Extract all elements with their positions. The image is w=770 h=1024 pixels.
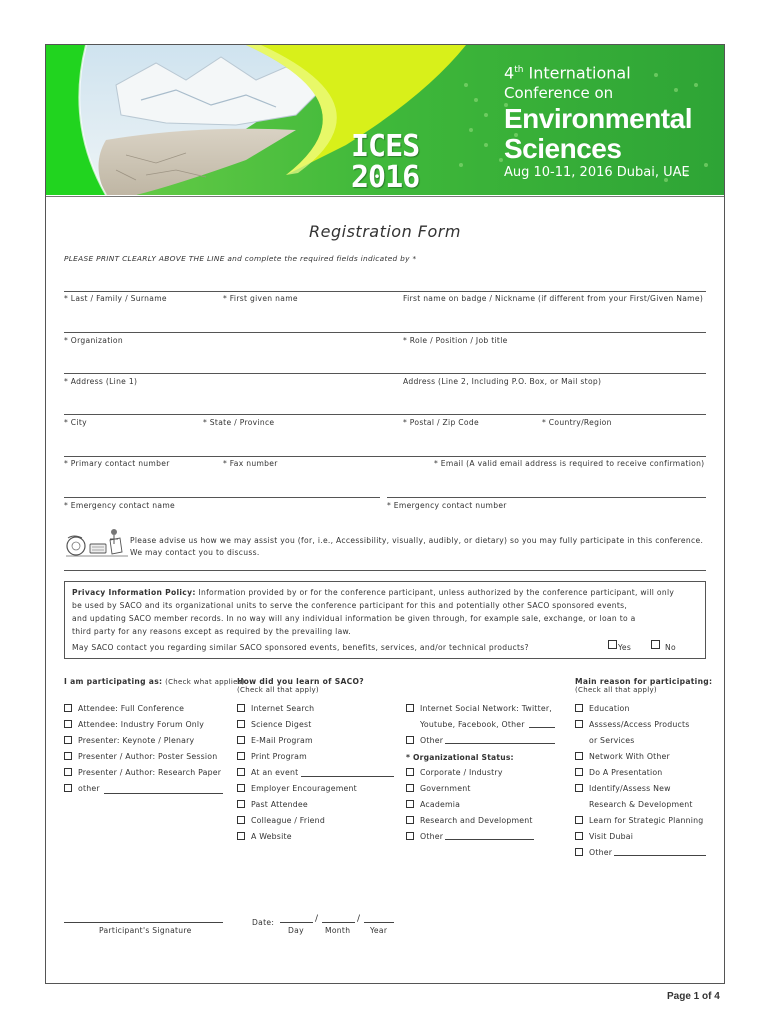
line-emergency-number[interactable] bbox=[387, 497, 706, 498]
page-number: Page 1 of 4 bbox=[667, 991, 720, 1002]
label-organization: * Organization bbox=[64, 336, 123, 345]
label-badge-name: First name on badge / Nickname (if different from your First/Given Name) bbox=[403, 294, 704, 303]
reason-option: Other bbox=[589, 848, 613, 857]
label-address2: Address (Line 2, Including P.O. Box, or Mail stop) bbox=[403, 377, 602, 386]
privacy-line2: be used by SACO and its organizational units to serve the conference participant for this and potentially other SACO sponsored events, bbox=[72, 601, 628, 610]
participating-option: Attendee: Full Conference bbox=[78, 704, 185, 713]
label-primary-phone: * Primary contact number bbox=[64, 459, 170, 468]
learn-header: How did you learn of SACO? bbox=[237, 677, 364, 686]
assist-line1: Please advise us how we may assist you (for, i.e., Accessibility, visually, audibly, or dietary) so you may fully participate in this conference. bbox=[130, 536, 704, 545]
learn-option: Internet Search bbox=[251, 704, 315, 713]
org-option: Academia bbox=[420, 800, 461, 809]
org-checkbox-2[interactable] bbox=[406, 784, 414, 792]
privacy-question: May SACO contact you regarding similar SACO sponsored events, benefits, services, and/or technical products? bbox=[72, 643, 529, 652]
reason-option: Visit Dubai bbox=[589, 832, 634, 841]
date-label: Date: bbox=[252, 918, 275, 927]
line-contact[interactable] bbox=[64, 456, 706, 457]
learn-option: Employer Encouragement bbox=[251, 784, 357, 793]
banner-big1: Environmental bbox=[504, 103, 692, 135]
label-first-name: * First given name bbox=[223, 294, 298, 303]
org-checkbox-5[interactable] bbox=[406, 832, 414, 840]
date-month-label: Month bbox=[325, 926, 351, 935]
date-year-label: Year bbox=[370, 926, 388, 935]
learn-social-other-line[interactable] bbox=[529, 727, 555, 728]
label-country: * Country/Region bbox=[542, 418, 612, 427]
line-address[interactable] bbox=[64, 373, 706, 374]
banner-dates: Aug 10-11, 2016 Dubai, UAE bbox=[504, 165, 690, 181]
participating-checkbox-5[interactable] bbox=[64, 768, 72, 776]
reason-other-line[interactable] bbox=[614, 855, 706, 856]
line-emergency-name[interactable] bbox=[64, 497, 380, 498]
label-address1: * Address (Line 1) bbox=[64, 377, 138, 386]
signature-label: Participant's Signature bbox=[99, 926, 192, 935]
participating-option: Presenter: Keynote / Plenary bbox=[78, 736, 195, 745]
line-name[interactable] bbox=[64, 291, 706, 292]
privacy-line3: and updating SACO member records. In no way will any individual information be given through, for example sale, exchange, or loan to a bbox=[72, 614, 636, 623]
org-checkbox-3[interactable] bbox=[406, 800, 414, 808]
learn-option: At an event bbox=[251, 768, 299, 777]
participating-checkbox-2[interactable] bbox=[64, 720, 72, 728]
reason-checkbox-4[interactable] bbox=[575, 768, 583, 776]
reason-option: Identify/Assess New bbox=[589, 784, 671, 793]
learn-checkbox-7[interactable] bbox=[237, 800, 245, 808]
reason-checkbox-1[interactable] bbox=[575, 704, 583, 712]
label-surname: * Last / Family / Surname bbox=[64, 294, 167, 303]
learn-option: Print Program bbox=[251, 752, 307, 761]
reason-option: Network With Other bbox=[589, 752, 670, 761]
org-status-header: * Organizational Status: bbox=[406, 753, 514, 762]
participating-checkbox-3[interactable] bbox=[64, 736, 72, 744]
org-checkbox-1[interactable] bbox=[406, 768, 414, 776]
banner-title-block bbox=[504, 60, 692, 183]
participating-checkbox-1[interactable] bbox=[64, 704, 72, 712]
learn-option: Science Digest bbox=[251, 720, 312, 729]
reason-checkbox-6[interactable] bbox=[575, 816, 583, 824]
assist-line2: We may contact you to discuss. bbox=[130, 548, 260, 557]
learn-checkbox-5[interactable] bbox=[237, 768, 245, 776]
learn-option: Colleague / Friend bbox=[251, 816, 325, 825]
reason-option: Learn for Strategic Planning bbox=[589, 816, 704, 825]
learn-checkbox-3[interactable] bbox=[237, 736, 245, 744]
label-city: * City bbox=[64, 418, 87, 427]
reason-checkbox-8[interactable] bbox=[575, 848, 583, 856]
participating-option: Presenter / Author: Research Paper bbox=[78, 768, 222, 777]
participating-option: Presenter / Author: Poster Session bbox=[78, 752, 218, 761]
participating-checkbox-6[interactable] bbox=[64, 784, 72, 792]
learn-other-label: Other bbox=[420, 736, 444, 745]
learn-option: A Website bbox=[251, 832, 292, 841]
privacy-no-label: No bbox=[665, 643, 676, 652]
privacy-line4: third party for any reasons except as required by the prevailing law. bbox=[72, 627, 352, 636]
reason-checkbox-2[interactable] bbox=[575, 720, 583, 728]
date-month-line[interactable] bbox=[322, 922, 355, 923]
org-option: Corporate / Industry bbox=[420, 768, 503, 777]
reason-option-cont: or Services bbox=[589, 736, 635, 745]
banner-line1: 4th International bbox=[504, 63, 631, 83]
participating-header: I am participating as: (Check what applies) bbox=[64, 677, 245, 686]
learn-checkbox-6[interactable] bbox=[237, 784, 245, 792]
learn-checkbox-1[interactable] bbox=[237, 704, 245, 712]
privacy-no-checkbox[interactable] bbox=[651, 640, 660, 649]
ices-logo bbox=[351, 129, 420, 195]
reason-checkbox-5[interactable] bbox=[575, 784, 583, 792]
learn-social-checkbox[interactable] bbox=[406, 704, 414, 712]
learn-option: E-Mail Program bbox=[251, 736, 313, 745]
org-option: Government bbox=[420, 784, 471, 793]
privacy-yes-label: Yes bbox=[618, 643, 632, 652]
learn-checkbox-8[interactable] bbox=[237, 816, 245, 824]
label-emergency-number: * Emergency contact number bbox=[387, 501, 507, 510]
date-sep-1: / bbox=[315, 914, 319, 924]
banner-big2: Sciences bbox=[504, 133, 622, 165]
privacy-heading: Privacy Information Policy: bbox=[72, 588, 196, 597]
form-instructions: PLEASE PRINT CLEARLY ABOVE THE LINE and complete the required fields indicated by * bbox=[64, 254, 417, 263]
reason-option: Do A Presentation bbox=[589, 768, 663, 777]
privacy-line1: Privacy Information Policy: Information provided by or for the conference participant, unless authorized by the conference participant, will only bbox=[72, 588, 675, 597]
date-sep-2: / bbox=[357, 914, 361, 924]
line-city[interactable] bbox=[64, 414, 706, 415]
participating-checkbox-4[interactable] bbox=[64, 752, 72, 760]
date-day-label: Day bbox=[288, 926, 304, 935]
label-state: * State / Province bbox=[203, 418, 275, 427]
learn-option: Past Attendee bbox=[251, 800, 308, 809]
learn-other-line[interactable] bbox=[445, 743, 555, 744]
reason-checkbox-7[interactable] bbox=[575, 832, 583, 840]
banner-line2: Conference on bbox=[504, 84, 614, 103]
label-role: * Role / Position / Job title bbox=[403, 336, 508, 345]
label-fax: * Fax number bbox=[223, 459, 278, 468]
logo-year: 2016 bbox=[351, 160, 420, 195]
signature-line[interactable] bbox=[64, 922, 223, 923]
form-title: Registration Form bbox=[309, 222, 461, 241]
reason-option-cont: Research & Development bbox=[589, 800, 693, 809]
learn-checkbox-4[interactable] bbox=[237, 752, 245, 760]
label-emergency-name: * Emergency contact name bbox=[64, 501, 176, 510]
reason-header: Main reason for participating: bbox=[575, 677, 713, 686]
banner-divider bbox=[46, 196, 724, 197]
org-option: Research and Development bbox=[420, 816, 533, 825]
line-organization[interactable] bbox=[64, 332, 706, 333]
date-day-line[interactable] bbox=[280, 922, 313, 923]
org-checkbox-4[interactable] bbox=[406, 816, 414, 824]
privacy-box bbox=[64, 581, 706, 659]
org-option: Other bbox=[420, 832, 444, 841]
label-email: * Email (A valid email address is required to receive confirmation) bbox=[434, 459, 705, 468]
learn-event-line[interactable] bbox=[301, 776, 394, 777]
label-postal: * Postal / Zip Code bbox=[403, 418, 479, 427]
reason-option: Education bbox=[589, 704, 630, 713]
participating-option: other bbox=[78, 784, 100, 793]
accessibility-icon bbox=[64, 526, 130, 560]
participating-other-line[interactable] bbox=[104, 793, 223, 794]
line-assist[interactable] bbox=[64, 570, 706, 571]
participating-option: Attendee: Industry Forum Only bbox=[78, 720, 205, 729]
org-other-line[interactable] bbox=[445, 839, 534, 840]
logo-ices: ICES bbox=[351, 129, 420, 164]
learn-other-checkbox[interactable] bbox=[406, 736, 414, 744]
privacy-yes-checkbox[interactable] bbox=[608, 640, 617, 649]
reason-checkbox-3[interactable] bbox=[575, 752, 583, 760]
learn-note: (Check all that apply) bbox=[237, 686, 319, 694]
conference-banner bbox=[46, 45, 724, 195]
date-year-line[interactable] bbox=[364, 922, 394, 923]
reason-note: (Check all that apply) bbox=[575, 686, 657, 694]
reason-option: Asssess/Access Products bbox=[589, 720, 690, 729]
learn-checkbox-2[interactable] bbox=[237, 720, 245, 728]
learn-social-line2: Youtube, Facebook, Other bbox=[420, 720, 525, 729]
learn-checkbox-9[interactable] bbox=[237, 832, 245, 840]
learn-social-line1: Internet Social Network: Twitter, bbox=[420, 704, 552, 713]
